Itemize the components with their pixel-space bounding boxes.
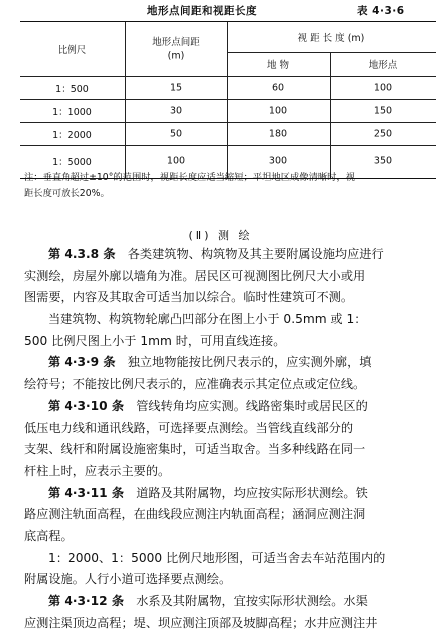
section-title: (Ⅱ) 测 绘 xyxy=(188,229,253,242)
paragraph-line: 附属设施。人行小道可选择要点测绘。 xyxy=(24,572,232,587)
cell-terrain: 250 xyxy=(373,128,393,140)
table-rule xyxy=(227,52,436,53)
paragraph-line: 第 4·3·11 条 道路及其附属物，均应按实际形状测绘。铁 xyxy=(48,485,368,500)
paragraph-line: 第 4.3.8 条 各类建筑物、构筑物及其主要附属设施均应进行 xyxy=(48,247,384,261)
table-rule xyxy=(20,76,436,77)
table-rule xyxy=(20,145,436,146)
header-scale: 比例尺 xyxy=(57,45,87,56)
cell-object: 300 xyxy=(268,155,288,167)
paragraph-line: 低压电力线和通讯线路，可选择要点测绘。当管线直线部分的 xyxy=(24,420,354,435)
paragraph-line: 底高程。 xyxy=(24,528,73,543)
article-number: 第 4·3·12 条 xyxy=(48,594,125,608)
header-point-spacing-unit: (m) xyxy=(167,50,185,62)
paragraph-line: 支架、线杆和附属设施密集时，可适当取舍。当多种线路在同一 xyxy=(24,442,366,457)
paragraph-line: 500 比例尺图上小于 1mm 时，可用直线连接。 xyxy=(24,333,286,348)
paragraph-line: 当建筑物、构筑物轮廓凸凹部分在图上小于 0.5mm 或 1： xyxy=(48,312,367,327)
cell-terrain: 100 xyxy=(373,82,393,94)
header-terrain-point: 地形点 xyxy=(368,60,398,71)
cell-object: 100 xyxy=(268,105,288,117)
paragraph-line: 应测注渠顶边高程；堤、坝应测注顶部及坡脚高程；水井应测注井 xyxy=(24,615,378,630)
table-rule xyxy=(227,22,228,178)
paragraph-line: 第 4·3·9 条 独立地物能按比例尺表示的，应实测外廓，填 xyxy=(48,355,372,370)
table-rule xyxy=(20,122,436,123)
paragraph-line: 实测绘，房屋外廓以墙角为准。居民区可视测图比例尺大小或用 xyxy=(24,268,366,283)
article-number: 第 4·3·11 条 xyxy=(48,485,125,500)
article-number: 第 4·3·10 条 xyxy=(48,398,125,413)
spacing-table xyxy=(20,21,436,179)
paragraph-line: 绘符号；不能按比例尺表示的，应准确表示其定位点或定位线。 xyxy=(24,377,366,392)
paragraph-line: 第 4·3·12 条 水系及其附属物，宜按实际形状测绘。水渠 xyxy=(48,594,368,608)
note-line: 距长度可放长20%。 xyxy=(24,187,110,199)
cell-spacing: 50 xyxy=(169,128,183,140)
cell-object: 180 xyxy=(268,128,288,140)
table-rule xyxy=(125,22,126,178)
article-number: 第 4.3.8 条 xyxy=(48,247,116,261)
header-ground-object: 地 物 xyxy=(266,60,290,71)
cell-object: 60 xyxy=(271,82,285,94)
cell-scale: 1：1000 xyxy=(52,107,92,118)
table-caption-title: 地形点间距和视距长度 xyxy=(147,5,257,17)
cell-scale: 1：2000 xyxy=(52,130,92,141)
body-text xyxy=(24,244,436,634)
paragraph-line: 第 4·3·10 条 管线转角均应实测。线路密集时或居民区的 xyxy=(48,398,368,413)
table-caption-number: 表 4·3·6 xyxy=(357,5,405,17)
table-rule xyxy=(330,52,331,178)
table-rule xyxy=(20,99,436,100)
paragraph-line: 杆柱上时，应表示主要的。 xyxy=(24,463,171,478)
cell-scale: 1：500 xyxy=(55,84,89,95)
cell-spacing: 100 xyxy=(166,155,186,167)
cell-scale: 1：5000 xyxy=(52,157,92,168)
cell-terrain: 350 xyxy=(373,155,393,167)
cell-spacing: 30 xyxy=(169,105,183,117)
cell-terrain: 150 xyxy=(373,105,393,117)
table-note xyxy=(24,170,436,201)
cell-spacing: 15 xyxy=(169,82,183,94)
article-number: 第 4·3·9 条 xyxy=(48,355,116,370)
note-line: 注：垂直角超过±10°的范围时，视距长度应适当缩短；平坦地区成像清晰时，视 xyxy=(24,172,356,183)
paragraph-line: 图需要，内容及其取舍可适当加以综合。临时性建筑可不测。 xyxy=(24,290,354,305)
paragraph-line: 1：2000、1：5000 比例尺地形图，可适当舍去车站范围内的 xyxy=(48,550,386,565)
header-point-spacing: 地形点间距 xyxy=(152,37,200,48)
header-sight-distance: 视 距 长 度 (m) xyxy=(297,33,365,44)
paragraph-line: 路应测注轨面高程，在曲线段应测注内轨面高程；涵洞应测注洞 xyxy=(24,507,366,522)
